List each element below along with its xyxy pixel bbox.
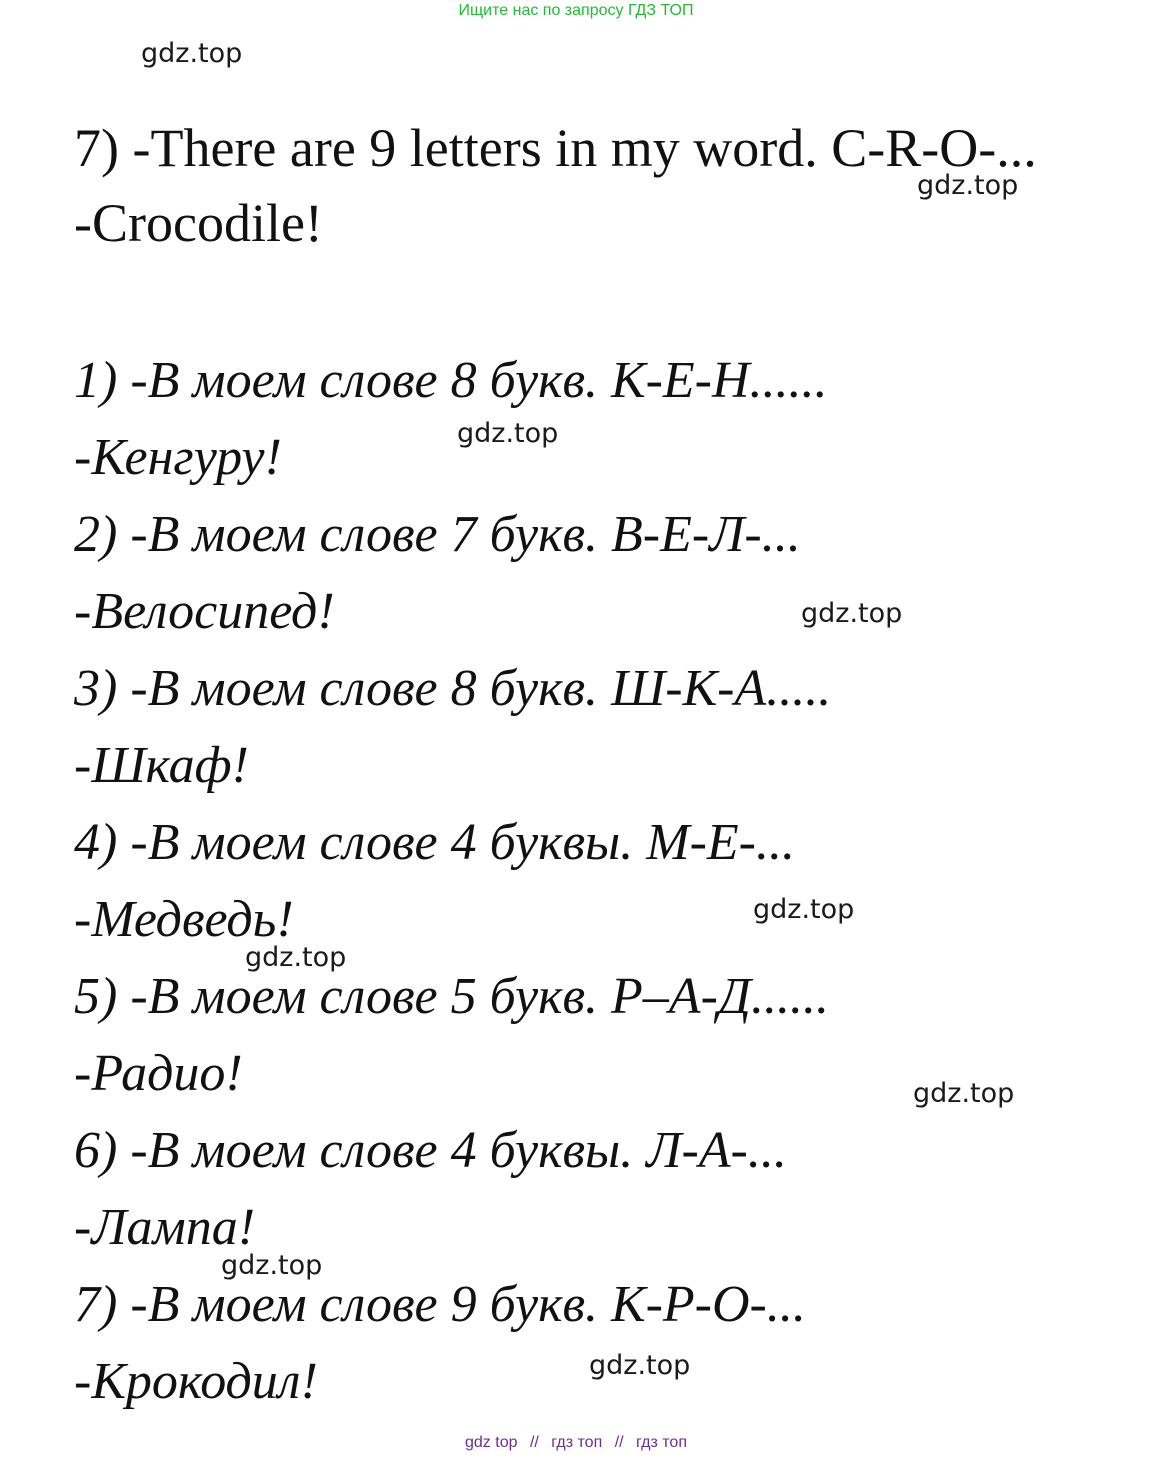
top-banner: Ищите нас по запросу ГДЗ ТОП [458,2,694,19]
russian-question-7: 7) -В моем слове 9 букв. К-Р-О-... [74,1276,806,1333]
footer [0,1434,1152,1452]
russian-answer-2: -Велосипед! [74,583,335,640]
footer-link[interactable]: гдз топ [551,1434,603,1451]
watermark: gdz.top [141,38,243,69]
russian-answer-5: -Радио! [74,1045,243,1102]
russian-answer-3: -Шкаф! [74,737,249,794]
russian-question-3: 3) -В моем слове 8 букв. Ш-К-А..... [74,660,832,717]
watermark: gdz.top [753,894,855,925]
english-question: 7) -There are 9 letters in my word. C-R-O-... [74,118,1037,178]
russian-answer-6: -Лампа! [74,1199,256,1256]
footer-separator: // [614,1434,624,1451]
watermark: gdz.top [917,170,1019,201]
russian-question-4: 4) -В моем слове 4 буквы. М-Е-... [74,814,795,871]
watermark: gdz.top [457,418,559,449]
watermark: gdz.top [913,1078,1015,1109]
russian-question-6: 6) -В моем слове 4 буквы. Л-А-... [74,1122,787,1179]
watermark: gdz.top [245,942,347,973]
watermark: gdz.top [221,1250,323,1281]
russian-question-1: 1) -В моем слове 8 букв. К-Е-Н...... [74,352,828,409]
russian-question-2: 2) -В моем слове 7 букв. В-Е-Л-... [74,506,801,563]
english-answer: -Crocodile! [74,193,323,253]
russian-answer-7: -Крокодил! [74,1353,318,1410]
watermark: gdz.top [801,598,903,629]
footer-separator: // [529,1434,539,1451]
footer-link[interactable]: гдз топ [636,1434,687,1451]
russian-answer-1: -Кенгуру! [74,429,282,486]
footer-link[interactable]: gdz top [465,1434,518,1451]
russian-question-5: 5) -В моем слове 5 букв. Р–А-Д...... [74,968,829,1025]
russian-answer-4: -Медведь! [74,891,294,948]
watermark: gdz.top [589,1350,691,1381]
